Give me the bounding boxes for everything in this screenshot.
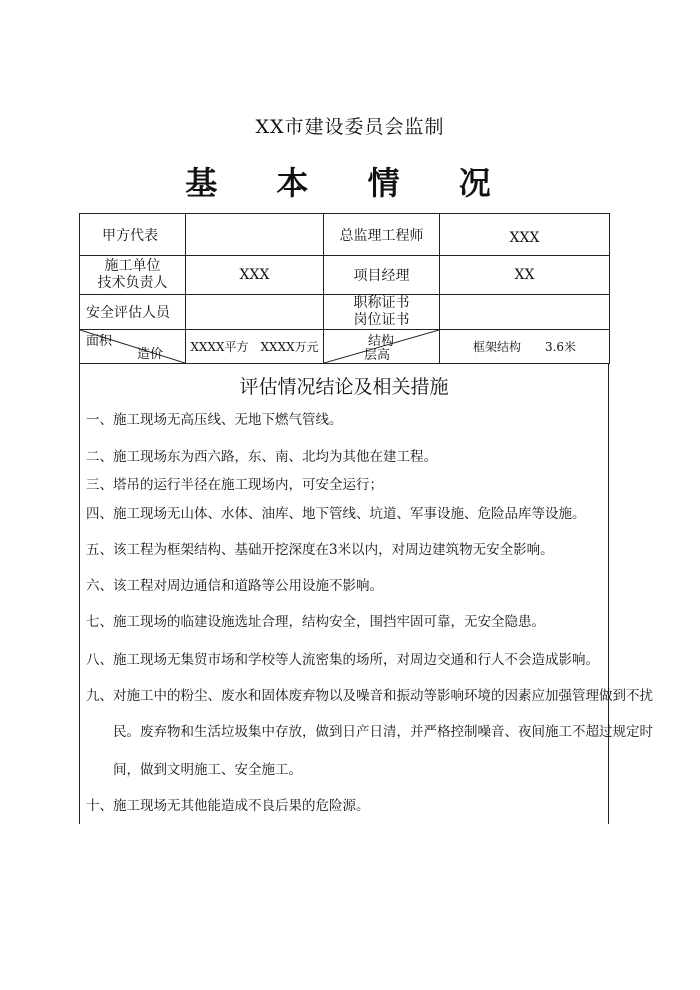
certificate-value [440, 295, 610, 330]
page-title: 基 本 情 况 [185, 164, 515, 202]
certificate-label [324, 295, 440, 330]
list-item: 十、施工现场无其他能造成不良后果的危险源。 [86, 798, 370, 814]
conclusions-title: 评估情况结论及相关措施 [239, 376, 449, 398]
list-item: 四、施工现场无山体、水体、油库、地下管线、坑道、军事设施、危险品库等设施。 [86, 506, 586, 522]
label-line: 岗位证书 [353, 312, 410, 328]
structure-height-header-cell [324, 330, 440, 364]
table-row [80, 214, 610, 256]
area-cost-value: XXXX平方 XXXX万元 [186, 330, 324, 364]
safety-assessor-value [186, 295, 324, 330]
list-item: 七、施工现场的临建设施选址合理，结构安全，围挡牢固可靠，无安全隐患。 [86, 614, 545, 630]
area-cost-header-cell [80, 330, 186, 364]
chief-supervisor-value: XXX [440, 214, 610, 256]
safety-assessor-label: 安全评估人员 [80, 295, 186, 330]
list-item-continuation: 民。废弃物和生活垃圾集中存放，做到日产日清，并严格控制噪音、夜间施工不超过规定时 [113, 724, 653, 740]
label-line: 技术负责人 [97, 275, 168, 291]
list-item: 八、施工现场无集贸市场和学校等人流密集的场所，对周边交通和行人不会造成影响。 [86, 652, 599, 668]
structure-label: 结构 [368, 334, 395, 349]
list-item: 六、该工程对周边通信和道路等公用设施不影响。 [86, 578, 383, 594]
area-label: 面积 [86, 334, 113, 349]
party-a-rep-label: 甲方代表 [80, 214, 186, 256]
cost-label: 造价 [136, 347, 163, 362]
table-row [80, 330, 610, 364]
list-item: 五、该工程为框架结构、基础开挖深度在3米以内，对周边建筑物无安全影响。 [86, 542, 554, 558]
project-manager-label: 项目经理 [324, 256, 440, 295]
tech-lead-value: XXX [186, 256, 324, 295]
issuing-organization: XX市建设委员会监制 [255, 116, 445, 138]
basic-info-table [79, 213, 610, 364]
list-item: 二、施工现场东为西六路，东、南、北均为其他在建工程。 [86, 449, 437, 465]
table-row [80, 295, 610, 330]
construction-unit-tech-lead-label [80, 256, 186, 295]
floor-height-label: 层高 [364, 348, 391, 363]
list-item: 三、塔吊的运行半径在施工现场内，可安全运行； [86, 477, 383, 493]
structure-height-value: 框架结构 3.6米 [440, 330, 610, 364]
list-item: 一、施工现场无高压线、无地下燃气管线。 [86, 412, 343, 428]
table-row [80, 256, 610, 295]
conclusions-section [79, 364, 653, 824]
chief-supervisor-label: 总监理工程师 [324, 214, 440, 256]
label-line: 职称证书 [353, 295, 410, 311]
list-item-continuation: 间，做到文明施工、安全施工。 [113, 762, 302, 778]
party-a-rep-value [186, 214, 324, 256]
project-manager-value: XX [440, 256, 610, 295]
label-line: 施工单位 [104, 258, 161, 274]
list-item: 九、对施工中的粉尘、废水和固体废弃物以及噪音和振动等影响环境的因素应加强管理做到不扰 [86, 688, 653, 704]
